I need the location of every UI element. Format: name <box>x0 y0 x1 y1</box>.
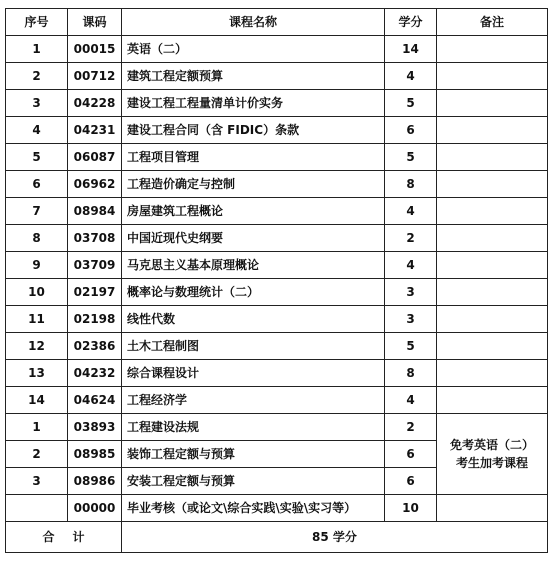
table-row <box>6 387 548 414</box>
cell-course-name: 英语（二） <box>122 36 385 63</box>
cell-seq: 4 <box>6 117 68 144</box>
cell-seq: 5 <box>6 144 68 171</box>
cell-seq: 10 <box>6 279 68 306</box>
cell-course-name: 土木工程制图 <box>122 333 385 360</box>
cell-seq: 13 <box>6 360 68 387</box>
cell-course-name: 工程建设法规 <box>122 414 385 441</box>
cell-remarks <box>437 225 548 252</box>
cell-course-name: 毕业考核（或论文\综合实践\实验\实习等） <box>122 495 385 522</box>
cell-code: 04228 <box>68 90 122 117</box>
cell-credits: 5 <box>385 144 437 171</box>
cell-credits: 5 <box>385 90 437 117</box>
table-body <box>6 36 548 522</box>
elective-note-line-1: 免考英语（二） <box>449 438 534 452</box>
cell-course-name: 工程项目管理 <box>122 144 385 171</box>
cell-remarks <box>437 198 548 225</box>
cell-remarks <box>437 333 548 360</box>
cell-course-name: 工程经济学 <box>122 387 385 414</box>
header-row <box>6 9 548 36</box>
cell-seq: 6 <box>6 171 68 198</box>
header-credits: 学分 <box>385 9 437 36</box>
cell-code: 03893 <box>68 414 122 441</box>
cell-seq: 8 <box>6 225 68 252</box>
cell-code: 08984 <box>68 198 122 225</box>
cell-remarks <box>437 63 548 90</box>
table-row <box>6 414 548 441</box>
table-row <box>6 252 548 279</box>
total-label <box>6 522 122 553</box>
course-table-container <box>5 8 548 553</box>
cell-course-name: 中国近现代史纲要 <box>122 225 385 252</box>
cell-code: 02386 <box>68 333 122 360</box>
cell-seq: 7 <box>6 198 68 225</box>
cell-credits: 4 <box>385 63 437 90</box>
cell-credits: 2 <box>385 414 437 441</box>
cell-credits: 4 <box>385 252 437 279</box>
cell-credits: 8 <box>385 360 437 387</box>
cell-code: 00712 <box>68 63 122 90</box>
cell-seq: 1 <box>6 414 68 441</box>
cell-course-name: 安装工程定额与预算 <box>122 468 385 495</box>
cell-remarks <box>437 495 548 522</box>
cell-code: 02197 <box>68 279 122 306</box>
header-code: 课码 <box>68 9 122 36</box>
header-seq: 序号 <box>6 9 68 36</box>
cell-credits: 6 <box>385 117 437 144</box>
cell-code: 00015 <box>68 36 122 63</box>
cell-remarks <box>437 279 548 306</box>
cell-remarks <box>437 387 548 414</box>
cell-course-name: 工程造价确定与控制 <box>122 171 385 198</box>
cell-seq: 2 <box>6 441 68 468</box>
cell-seq: 2 <box>6 63 68 90</box>
cell-credits: 6 <box>385 441 437 468</box>
cell-code: 08985 <box>68 441 122 468</box>
cell-credits: 5 <box>385 333 437 360</box>
header-remarks: 备注 <box>437 9 548 36</box>
cell-course-name: 装饰工程定额与预算 <box>122 441 385 468</box>
cell-remarks <box>437 252 548 279</box>
cell-code: 02198 <box>68 306 122 333</box>
total-label-text: 合计 <box>42 530 103 544</box>
table-row <box>6 63 548 90</box>
cell-code: 03709 <box>68 252 122 279</box>
cell-remarks <box>437 306 548 333</box>
table-row <box>6 306 548 333</box>
elective-note-line-2: 考生加考课程 <box>455 456 528 470</box>
cell-remarks <box>437 117 548 144</box>
table-row <box>6 90 548 117</box>
cell-course-name: 建筑工程定额预算 <box>122 63 385 90</box>
cell-code: 03708 <box>68 225 122 252</box>
table-row <box>6 36 548 63</box>
table-row <box>6 360 548 387</box>
cell-code: 04232 <box>68 360 122 387</box>
cell-course-name: 房屋建筑工程概论 <box>122 198 385 225</box>
cell-credits: 3 <box>385 279 437 306</box>
total-value: 85 学分 <box>122 522 548 553</box>
course-table <box>5 8 548 553</box>
cell-remarks <box>437 90 548 117</box>
cell-code: 00000 <box>68 495 122 522</box>
cell-credits: 10 <box>385 495 437 522</box>
table-row <box>6 144 548 171</box>
total-row <box>6 522 548 553</box>
table-row <box>6 279 548 306</box>
cell-seq: 14 <box>6 387 68 414</box>
cell-course-name: 综合课程设计 <box>122 360 385 387</box>
cell-seq: 1 <box>6 36 68 63</box>
cell-course-name: 建设工程合同（含 FIDIC）条款 <box>122 117 385 144</box>
cell-code: 04231 <box>68 117 122 144</box>
table-row <box>6 117 548 144</box>
cell-seq: 3 <box>6 90 68 117</box>
table-row <box>6 495 548 522</box>
cell-remarks <box>437 360 548 387</box>
cell-remarks <box>437 36 548 63</box>
cell-remarks-elective-note <box>437 414 548 495</box>
cell-credits: 6 <box>385 468 437 495</box>
cell-code: 08986 <box>68 468 122 495</box>
cell-course-name: 线性代数 <box>122 306 385 333</box>
cell-code: 06087 <box>68 144 122 171</box>
cell-seq: 12 <box>6 333 68 360</box>
table-row <box>6 198 548 225</box>
cell-credits: 4 <box>385 198 437 225</box>
cell-remarks <box>437 171 548 198</box>
cell-credits: 8 <box>385 171 437 198</box>
cell-seq: 3 <box>6 468 68 495</box>
table-row <box>6 333 548 360</box>
cell-course-name: 马克思主义基本原理概论 <box>122 252 385 279</box>
cell-credits: 4 <box>385 387 437 414</box>
cell-seq: 9 <box>6 252 68 279</box>
cell-credits: 14 <box>385 36 437 63</box>
cell-credits: 3 <box>385 306 437 333</box>
cell-course-name: 建设工程工程量清单计价实务 <box>122 90 385 117</box>
cell-code: 06962 <box>68 171 122 198</box>
table-row <box>6 171 548 198</box>
table-row <box>6 225 548 252</box>
header-course-name: 课程名称 <box>122 9 385 36</box>
cell-remarks <box>437 144 548 171</box>
cell-credits: 2 <box>385 225 437 252</box>
cell-seq: 11 <box>6 306 68 333</box>
cell-code: 04624 <box>68 387 122 414</box>
cell-course-name: 概率论与数理统计（二） <box>122 279 385 306</box>
cell-seq <box>6 495 68 522</box>
